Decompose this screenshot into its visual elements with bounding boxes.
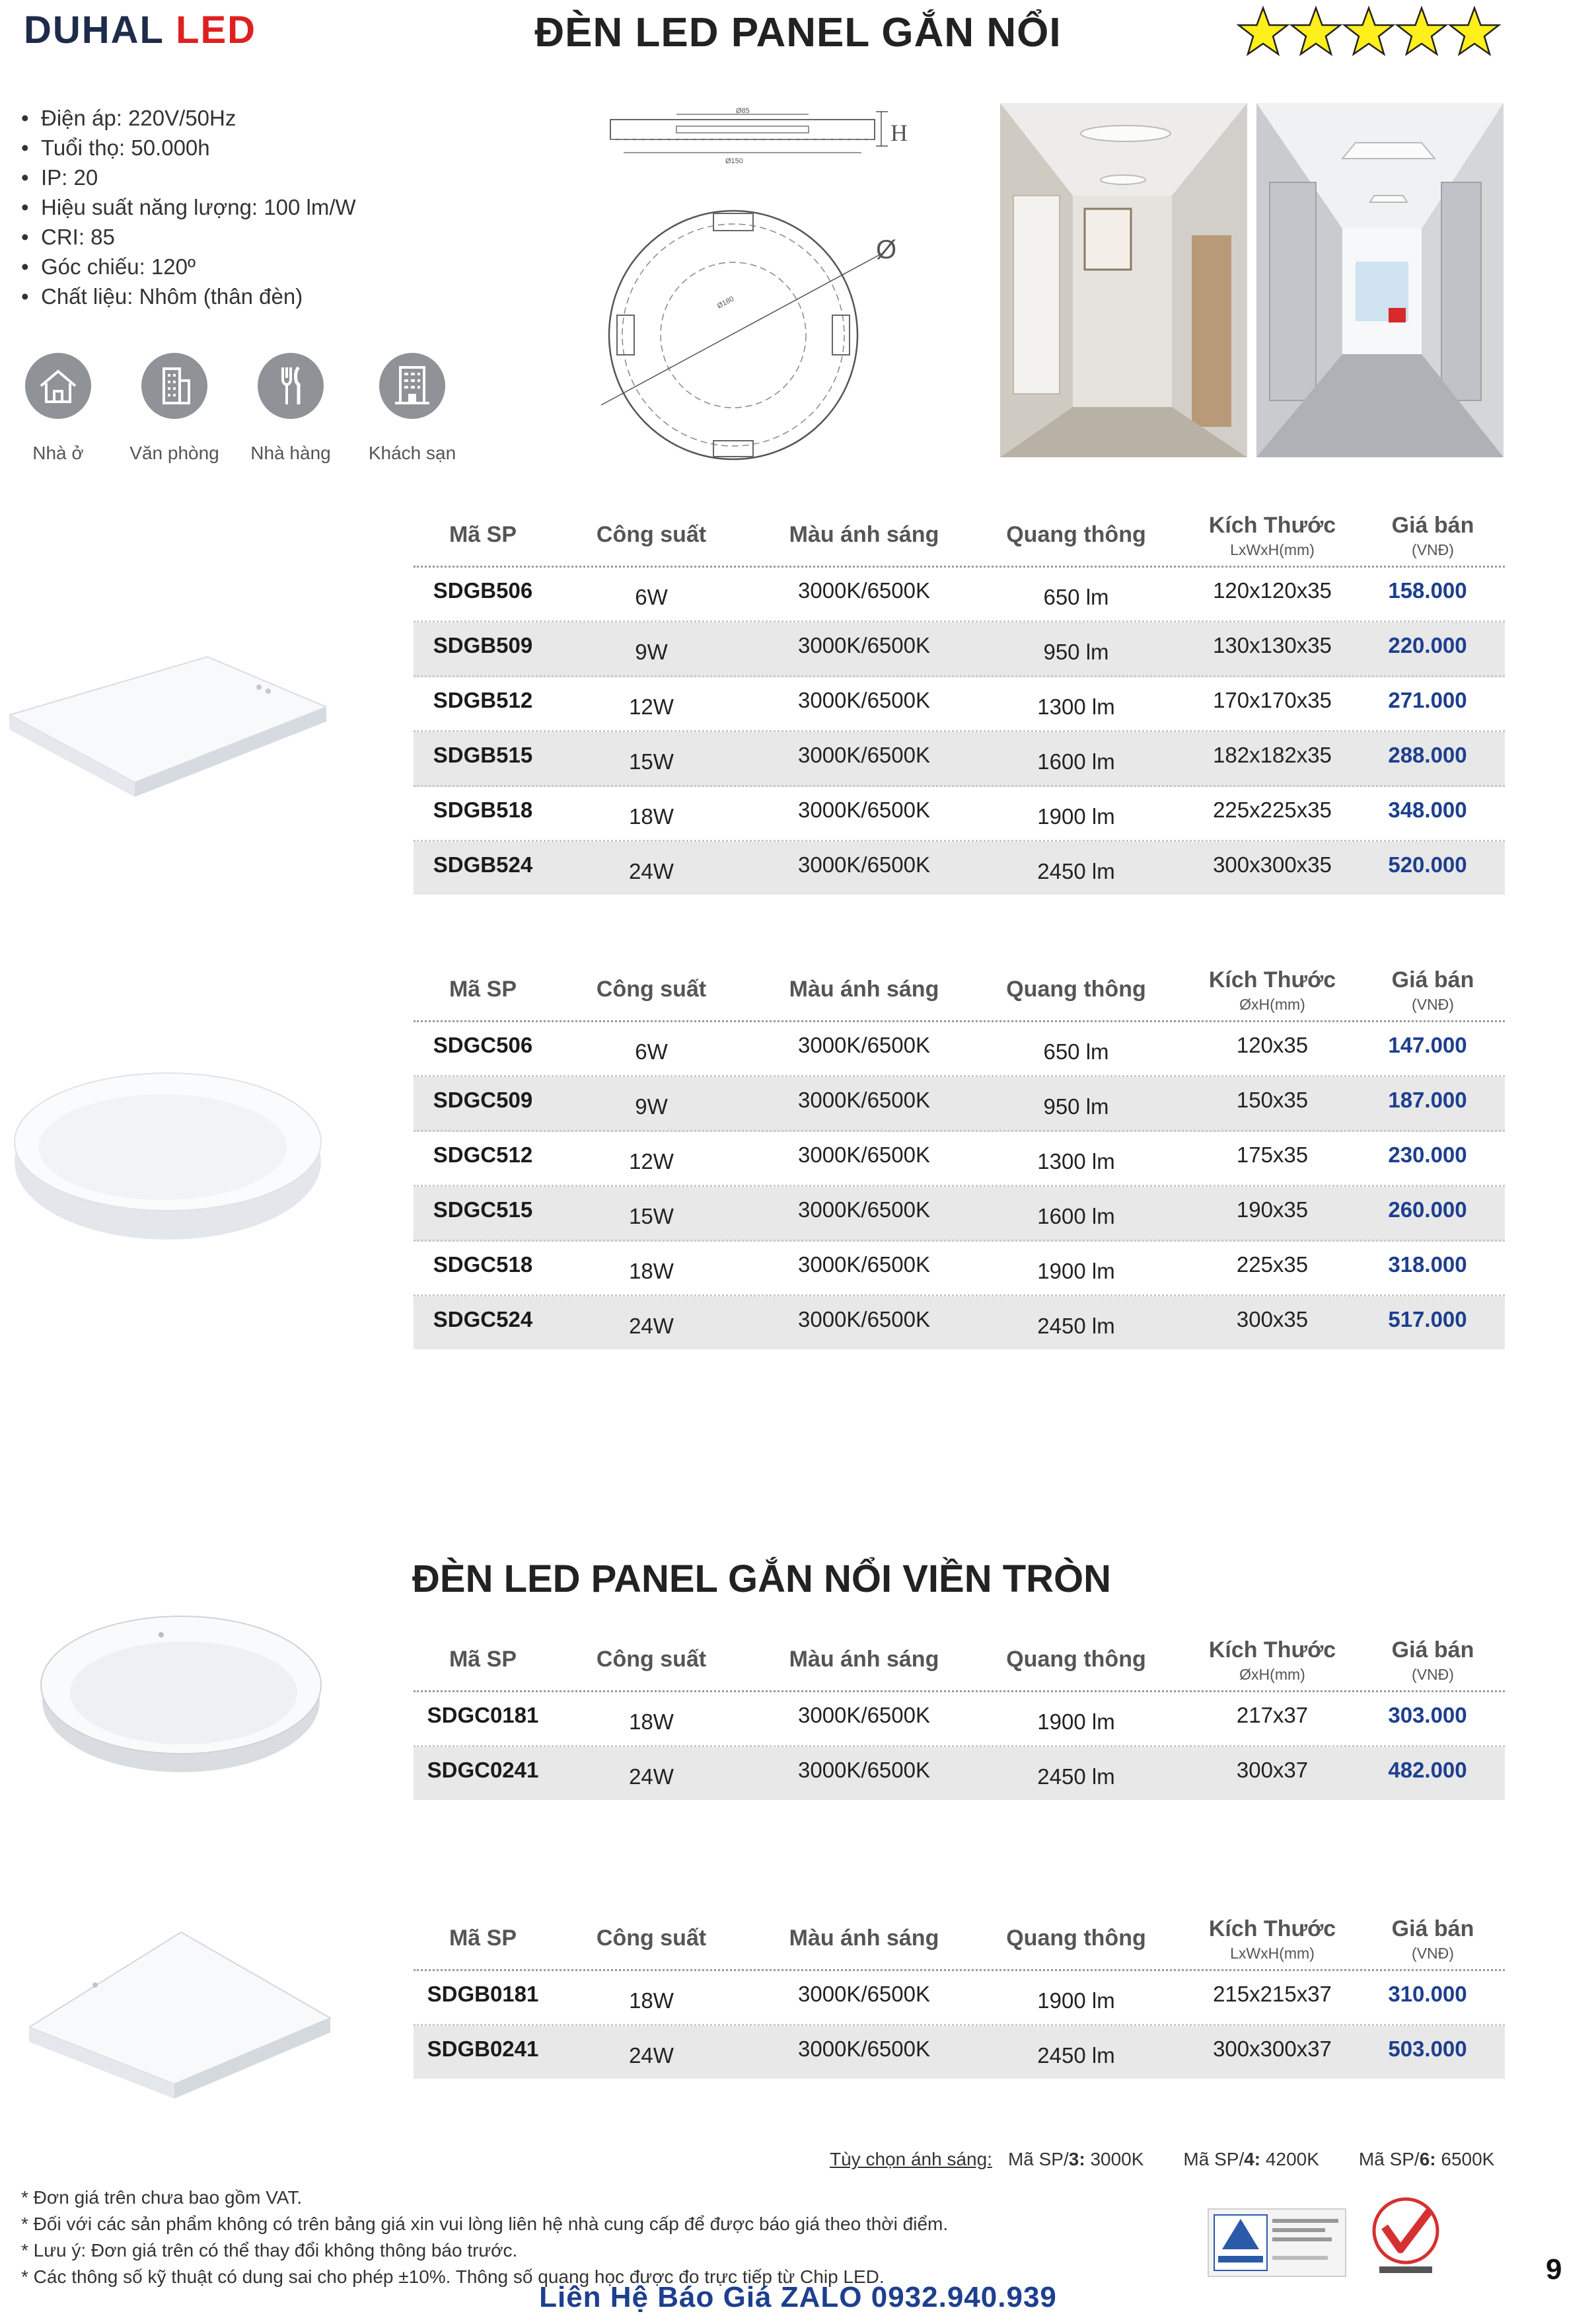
cell-lumen: 650 lm — [1043, 585, 1109, 609]
cell-price: 348.000 — [1388, 798, 1467, 822]
cell-lumen: 2450 lm — [1037, 1764, 1115, 1789]
col-power: Công suất — [596, 522, 707, 547]
spec-item: • IP: 20 — [20, 163, 356, 192]
cell-price: 220.000 — [1388, 633, 1467, 657]
cell-size: 225x225x35 — [1213, 798, 1332, 822]
table-row — [414, 1692, 1505, 1747]
cell-color: 3000K/6500K — [797, 1088, 930, 1112]
cell-lumen: 1600 lm — [1037, 749, 1115, 774]
cell-color: 3000K/6500K — [797, 1307, 930, 1331]
cell-size: 190x35 — [1236, 1197, 1309, 1222]
table-row — [414, 1971, 1505, 2026]
cell-color: 3000K/6500K — [797, 688, 930, 712]
col-code: Mã SP — [449, 1925, 517, 1951]
cell-code: SDGC512 — [433, 1142, 533, 1167]
cell-lumen: 1900 lm — [1037, 1988, 1115, 2013]
cell-price: 147.000 — [1388, 1033, 1467, 1057]
table-row — [414, 1022, 1505, 1077]
cell-lumen: 1900 lm — [1037, 1709, 1115, 1734]
opt4-code: 4: — [1244, 2149, 1261, 2169]
cell-code: SDGB515 — [433, 743, 533, 767]
star-icon — [1344, 8, 1393, 54]
cell-lumen: 1600 lm — [1037, 1204, 1115, 1228]
cell-lumen: 950 lm — [1043, 640, 1109, 664]
drawing-height-label: H — [890, 120, 908, 146]
room-photo-square-panel — [1256, 103, 1504, 457]
cell-size: 300x300x37 — [1213, 2037, 1332, 2061]
table-row — [414, 1077, 1505, 1132]
col-lumen: Quang thông — [1006, 977, 1146, 1002]
cell-color: 3000K/6500K — [797, 1758, 930, 1782]
use-label: Văn phòng — [129, 443, 219, 463]
cell-code: SDGB524 — [433, 852, 533, 877]
spec-item: • Chất liệu: Nhôm (thân đèn) — [20, 281, 356, 311]
rating-stars — [1237, 3, 1514, 63]
col-price: Giá bán — [1391, 1637, 1474, 1663]
cell-color: 3000K/6500K — [797, 1142, 930, 1167]
cell-lumen: 2450 lm — [1037, 859, 1115, 883]
col-size-unit: ØxH(mm) — [1239, 1666, 1305, 1683]
table-row — [414, 1132, 1505, 1187]
col-color: Màu ánh sáng — [789, 1647, 939, 1672]
col-color: Màu ánh sáng — [789, 1925, 939, 1951]
page-title: ĐÈN LED PANEL GẮN NỔI — [534, 10, 1062, 56]
cell-power: 24W — [629, 1314, 674, 1338]
cell-code: SDGC0241 — [427, 1758, 539, 1782]
cell-price: 310.000 — [1388, 1982, 1467, 2006]
cell-lumen: 2450 lm — [1037, 1314, 1115, 1338]
drawing-center-dim: Ø180 — [715, 295, 736, 311]
cell-size: 300x35 — [1236, 1307, 1309, 1331]
col-price-unit: (VNĐ) — [1412, 996, 1454, 1013]
cell-lumen: 1900 lm — [1037, 1259, 1115, 1283]
cell-power: 15W — [629, 1204, 674, 1228]
col-lumen: Quang thông — [1006, 1647, 1146, 1672]
light-options-label: Tùy chọn ánh sáng: — [830, 2149, 992, 2169]
cell-lumen: 650 lm — [1043, 1039, 1109, 1064]
use-label: Nhà ở — [32, 443, 84, 463]
cell-size: 182x182x35 — [1213, 743, 1332, 767]
col-lumen: Quang thông — [1006, 1925, 1146, 1951]
house-icon — [25, 353, 91, 419]
cell-power: 9W — [635, 1094, 668, 1119]
col-size: Kích Thước — [1208, 1916, 1336, 1941]
cell-price: 187.000 — [1388, 1088, 1467, 1112]
cell-color: 3000K/6500K — [797, 578, 930, 603]
cell-lumen: 2450 lm — [1037, 2043, 1115, 2068]
opt6-value: 6500K — [1435, 2149, 1495, 2169]
table-header — [414, 500, 1505, 568]
cell-color: 3000K/6500K — [797, 633, 930, 657]
cell-power: 9W — [635, 640, 668, 664]
col-power: Công suất — [596, 977, 707, 1002]
brand-name-part1: DUHAL — [24, 9, 164, 52]
spec-item: • Tuổi thọ: 50.000h — [20, 133, 356, 163]
col-size-unit: ØxH(mm) — [1239, 996, 1305, 1013]
cell-lumen: 950 lm — [1043, 1094, 1109, 1119]
col-price: Giá bán — [1391, 1916, 1474, 1941]
fork-knife-icon — [258, 353, 324, 419]
cell-code: SDGC518 — [433, 1252, 533, 1277]
cell-code: SDGB518 — [433, 798, 533, 822]
opt6-prefix: Mã SP/ — [1358, 2149, 1420, 2169]
cell-code: SDGB0181 — [427, 1982, 539, 2006]
col-color: Màu ánh sáng — [789, 977, 939, 1002]
table-row — [414, 842, 1505, 895]
cell-color: 3000K/6500K — [797, 798, 930, 822]
cell-price: 503.000 — [1388, 2037, 1467, 2061]
star-icon — [1397, 8, 1446, 54]
cell-power: 6W — [635, 585, 668, 609]
product-table-round — [414, 954, 1505, 1349]
table-header — [414, 1903, 1505, 1971]
col-size-unit: LxWxH(mm) — [1230, 1945, 1315, 1962]
cell-price: 517.000 — [1388, 1307, 1467, 1331]
cell-lumen: 1300 lm — [1037, 694, 1115, 719]
cell-code: SDGB506 — [433, 578, 533, 603]
footnotes — [21, 2185, 948, 2290]
product-table-square — [414, 500, 1505, 895]
cell-power: 12W — [629, 1149, 674, 1174]
page-number: 9 — [1546, 2253, 1562, 2286]
cell-size: 170x170x35 — [1213, 688, 1332, 712]
cell-price: 260.000 — [1388, 1197, 1467, 1222]
cell-power: 15W — [629, 749, 674, 774]
table-row — [414, 1296, 1505, 1349]
table-row — [414, 1242, 1505, 1296]
col-code: Mã SP — [449, 977, 517, 1002]
hotel-icon — [379, 353, 445, 419]
star-icon — [1450, 8, 1499, 54]
cell-code: SDGC515 — [433, 1197, 533, 1222]
opt4-prefix: Mã SP/ — [1183, 2149, 1245, 2169]
cell-code: SDGC509 — [433, 1088, 533, 1112]
opt3-prefix: Mã SP/ — [1007, 2149, 1069, 2169]
cell-color: 3000K/6500K — [797, 1982, 930, 2006]
cell-color: 3000K/6500K — [797, 852, 930, 877]
col-price-unit: (VNĐ) — [1412, 541, 1454, 558]
cell-power: 18W — [629, 804, 674, 829]
col-code: Mã SP — [449, 522, 517, 547]
brand-name-part2: LED — [176, 9, 257, 52]
footnote: * Đơn giá trên chưa bao gồm VAT. — [21, 2187, 303, 2208]
room-photo-round-panel — [1000, 103, 1247, 457]
cell-size: 130x130x35 — [1213, 633, 1332, 657]
col-size-unit: LxWxH(mm) — [1230, 541, 1315, 558]
use-restaurant — [231, 353, 350, 464]
cell-size: 120x120x35 — [1213, 578, 1332, 603]
cell-power: 24W — [629, 2043, 674, 2068]
cell-power: 24W — [629, 1764, 674, 1789]
spec-item: • Góc chiếu: 120º — [20, 252, 356, 281]
opt6-code: 6: — [1419, 2149, 1436, 2169]
cell-lumen: 1900 lm — [1037, 804, 1115, 829]
cell-power: 18W — [629, 1259, 674, 1283]
star-icon — [1239, 8, 1288, 54]
table-row — [414, 677, 1505, 732]
light-options — [830, 2149, 1494, 2170]
cell-code: SDGB512 — [433, 688, 533, 712]
cell-power: 18W — [629, 1709, 674, 1734]
cell-size: 300x37 — [1236, 1758, 1309, 1782]
spec-item: • Điện áp: 220V/50Hz — [20, 103, 356, 133]
table-row — [414, 568, 1505, 622]
col-power: Công suất — [596, 1925, 707, 1951]
col-size: Kích Thước — [1208, 1637, 1336, 1663]
star-icon — [1291, 8, 1340, 54]
cell-power: 12W — [629, 694, 674, 719]
cell-color: 3000K/6500K — [797, 1033, 930, 1057]
spec-list — [20, 103, 356, 311]
cell-code: SDGC0181 — [427, 1703, 539, 1727]
cell-code: SDGB509 — [433, 633, 533, 657]
drawing-diameter-label: Ø — [876, 235, 897, 264]
tuv-certification-badge — [1208, 2208, 1346, 2277]
col-power: Công suất — [596, 1647, 707, 1672]
table-header — [414, 954, 1505, 1022]
cell-lumen: 1300 lm — [1037, 1149, 1115, 1174]
cell-size: 300x300x35 — [1213, 852, 1332, 877]
table-row — [414, 732, 1505, 787]
cell-code: SDGB0241 — [427, 2037, 539, 2061]
col-color: Màu ánh sáng — [789, 522, 939, 547]
use-home — [0, 353, 118, 464]
footnote: * Đối với các sản phẩm không có trên bảng giá xin vui lòng liên hệ nhà cung cấp để được báo giá theo thời điểm. — [21, 2214, 949, 2234]
cell-size: 225x35 — [1236, 1252, 1309, 1277]
cell-power: 6W — [635, 1039, 668, 1064]
cell-code: SDGC506 — [433, 1033, 533, 1057]
cell-code: SDGC524 — [433, 1307, 533, 1331]
use-label: Khách sạn — [368, 443, 456, 463]
cell-price: 482.000 — [1388, 1758, 1467, 1782]
cell-power: 18W — [629, 1988, 674, 2013]
col-price-unit: (VNĐ) — [1412, 1945, 1454, 1962]
contact-hotline: Liên Hệ Báo Giá ZALO 0932.940.939 — [539, 2281, 1057, 2313]
col-price-unit: (VNĐ) — [1412, 1666, 1454, 1683]
cell-price: 318.000 — [1388, 1252, 1467, 1277]
table-row — [414, 2026, 1505, 2079]
cell-color: 3000K/6500K — [797, 1252, 930, 1277]
spec-item: • Hiệu suất năng lượng: 100 lm/W — [20, 192, 356, 222]
product-table-round-rim — [414, 1624, 1505, 1800]
cell-price: 520.000 — [1388, 852, 1467, 877]
cell-size: 217x37 — [1236, 1703, 1309, 1727]
use-label: Nhà hàng — [250, 443, 331, 463]
cell-size: 120x35 — [1236, 1033, 1309, 1057]
square-panel-photo — [9, 644, 326, 802]
product-table-square-rim — [414, 1903, 1505, 2079]
col-code: Mã SP — [449, 1647, 517, 1672]
section-title-round-rim: ĐÈN LED PANEL GẮN NỔI VIỀN TRÒN — [412, 1557, 1112, 1600]
table-row — [414, 622, 1505, 677]
table-row — [414, 787, 1505, 842]
round-rim-panel-photo — [36, 1602, 326, 1780]
opt3-code: 3: — [1068, 2149, 1085, 2169]
cell-color: 3000K/6500K — [797, 743, 930, 767]
opt3-value: 3000K — [1085, 2149, 1144, 2169]
cell-price: 271.000 — [1388, 688, 1467, 712]
drawing-inner-dim: Ø150 — [725, 157, 743, 165]
use-hotel — [353, 353, 472, 464]
col-size: Kích Thước — [1208, 513, 1336, 538]
table-header — [414, 1624, 1505, 1692]
use-office — [115, 353, 234, 464]
technical-drawing — [595, 102, 951, 472]
table-row — [414, 1187, 1505, 1242]
cell-color: 3000K/6500K — [797, 1197, 930, 1222]
col-price: Giá bán — [1391, 513, 1474, 538]
hang-viet-nam-chat-luong-cao-badge — [1366, 2194, 1445, 2280]
drawing-top-dim: Ø85 — [736, 107, 750, 115]
office-building-icon — [141, 353, 207, 419]
round-panel-photo — [9, 1063, 326, 1248]
cell-power: 24W — [629, 859, 674, 883]
cell-color: 3000K/6500K — [797, 2037, 930, 2061]
footnote: * Các thông số kỹ thuật có dung sai cho phép ±10%. Thông số quang học được đo trực tiếp từ Chip LED. — [21, 2266, 885, 2287]
table-row — [414, 1747, 1505, 1800]
cell-size: 150x35 — [1236, 1088, 1309, 1112]
square-rim-panel-photo — [29, 1919, 333, 2104]
col-lumen: Quang thông — [1006, 522, 1146, 547]
footnote: * Lưu ý: Đơn giá trên có thể thay đổi không thông báo trước. — [21, 2240, 518, 2261]
cell-price: 158.000 — [1388, 578, 1467, 603]
col-size: Kích Thước — [1208, 967, 1336, 992]
spec-item: • CRI: 85 — [20, 222, 356, 252]
opt4-value: 4200K — [1260, 2149, 1319, 2169]
cell-price: 288.000 — [1388, 743, 1467, 767]
cell-price: 303.000 — [1388, 1703, 1467, 1727]
cell-size: 175x35 — [1236, 1142, 1309, 1167]
cell-color: 3000K/6500K — [797, 1703, 930, 1727]
cell-price: 230.000 — [1388, 1142, 1467, 1167]
cell-size: 215x215x37 — [1213, 1982, 1332, 2006]
col-price: Giá bán — [1391, 967, 1474, 992]
